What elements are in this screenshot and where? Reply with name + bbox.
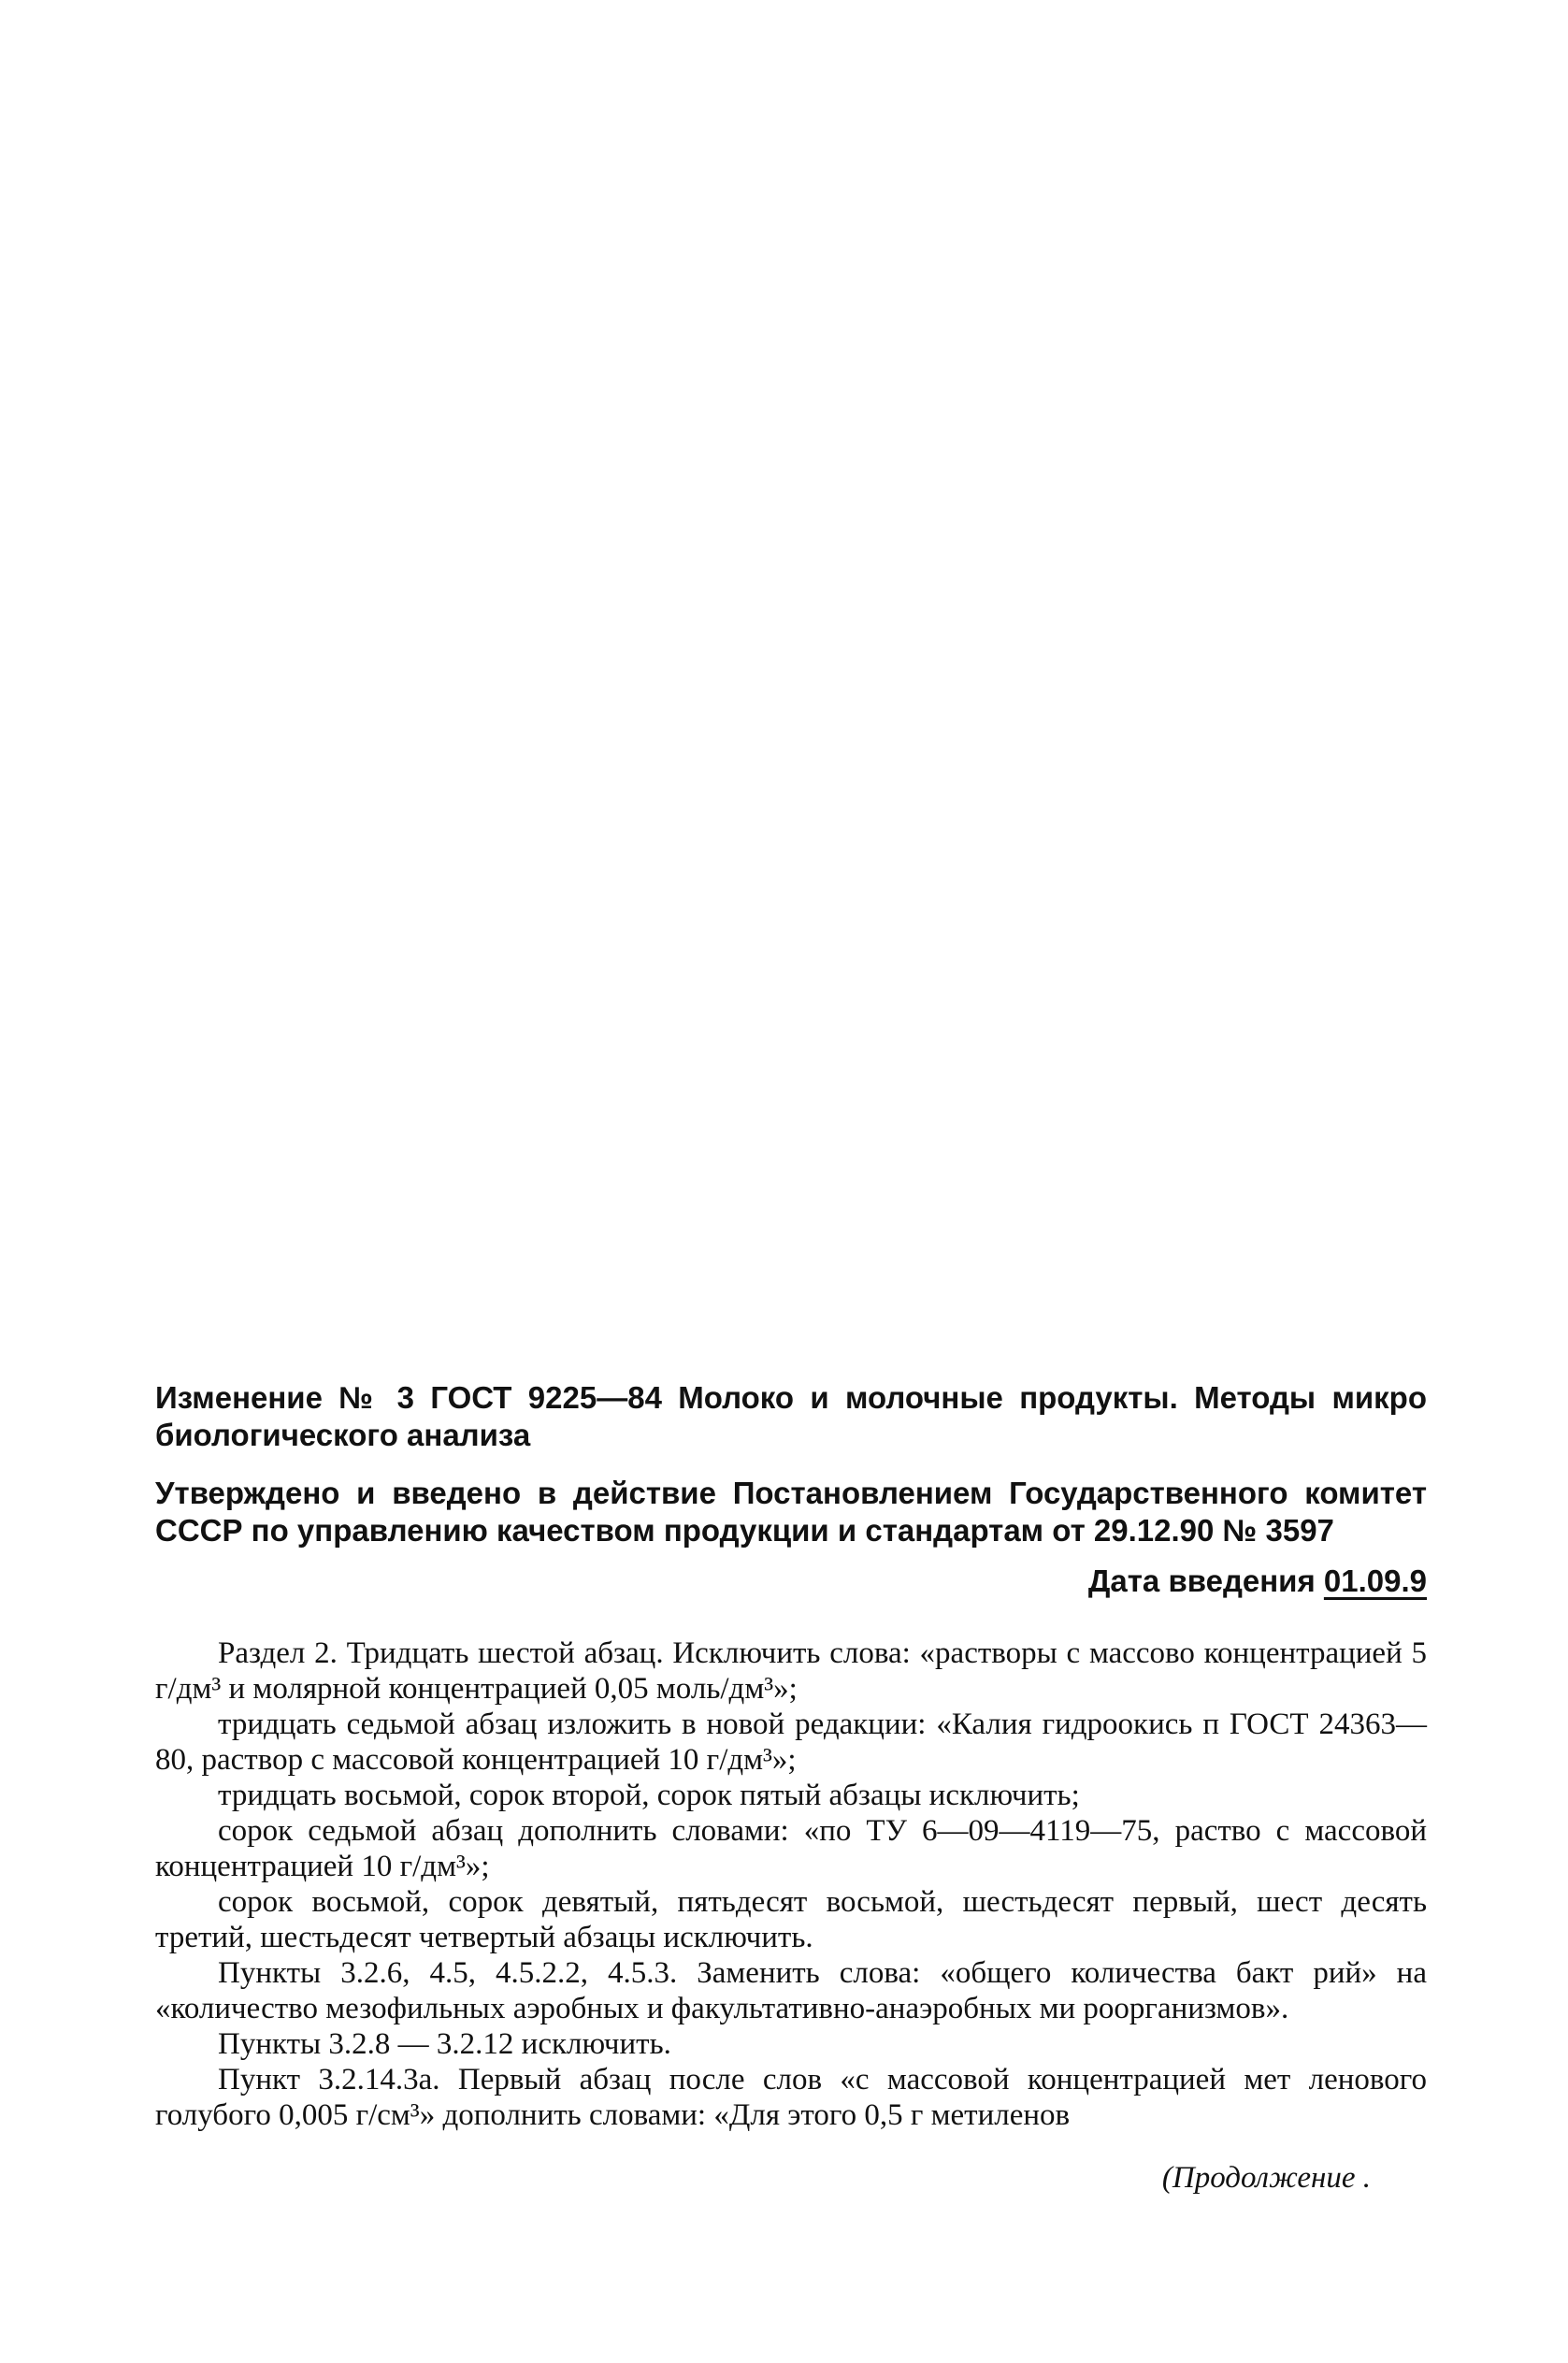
introduction-date-value: 01.09.9 — [1323, 1563, 1427, 1598]
introduction-date-label: Дата введения — [1087, 1563, 1316, 1598]
paragraph: Пункты 3.2.6, 4.5, 4.5.2.2, 4.5.3. Заменить слова: «общего количества бакт рий» на «количество мезофильных аэробных и факультативно-анаэробных ми роорганизмов». — [155, 1956, 1427, 2025]
paragraph: сорок восьмой, сорок девятый, пятьдесят восьмой, шестьдесят первый, шест десять третий, шестьдесят четвертый абзацы исключить. — [155, 1885, 1427, 1954]
introduction-date — [155, 1563, 1427, 1600]
paragraph: сорок седьмой абзац дополнить словами: «по ТУ 6—09—4119—75, раство с массовой концентрацией 10 г/дм³»; — [155, 1814, 1427, 1883]
paragraph: тридцать восьмой, сорок второй, сорок пятый абзацы исключить; — [218, 1779, 1080, 1812]
paragraph: тридцать седьмой абзац изложить в новой редакции: «Калия гидроокись п ГОСТ 24363—80, раствор с массовой концентрацией 10 г/дм³»; — [155, 1707, 1427, 1777]
document-body — [155, 1635, 1427, 2133]
continuation-note: (Продолжение . — [1161, 2161, 1371, 2195]
approval-statement: Утверждено и введено в действие Постановлением Государственного комитет СССР по управлению качеством продукции и стандартам от 29.12.90 № 3597 — [155, 1476, 1427, 1548]
document-title: Изменение № 3 ГОСТ 9225—84 Молоко и молочные продукты. Методы микро биологического анализа — [155, 1380, 1427, 1452]
paragraph: Раздел 2. Тридцать шестой абзац. Исключить слова: «растворы с массово концентрацией 5 г/дм³ и молярной концентрацией 0,05 моль/дм³»; — [155, 1636, 1427, 1706]
paragraph: Пункт 3.2.14.3а. Первый абзац после слов «с массовой концентрацией мет ленового голубого 0,005 г/см³» дополнить словами: «Для этого 0,5 г метиленов — [155, 2063, 1427, 2132]
paragraph: Пункты 3.2.8 — 3.2.12 исключить. — [218, 2027, 671, 2061]
amendment-document — [155, 1379, 1427, 2197]
